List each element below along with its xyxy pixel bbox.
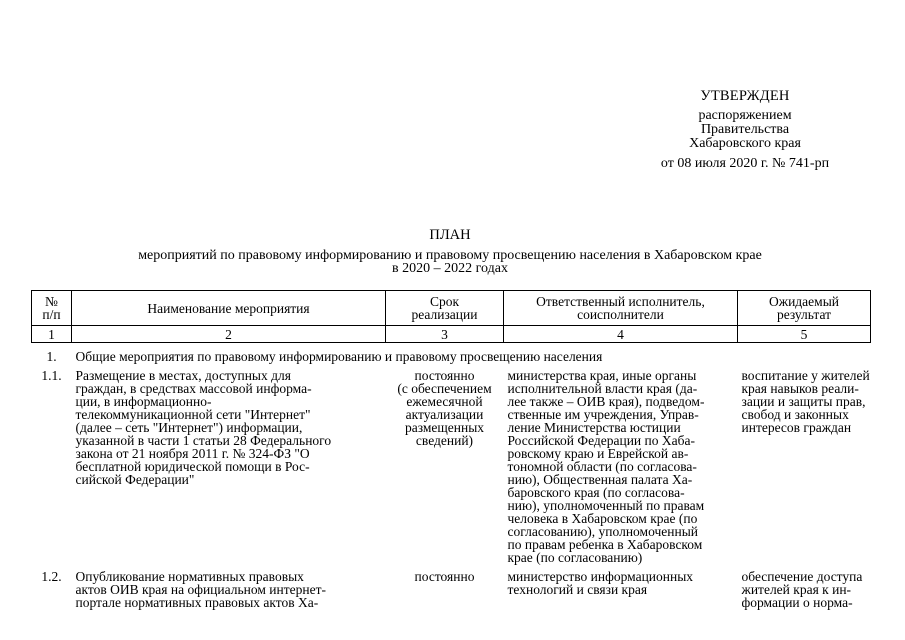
- text-line: по правам ребенка в Хабаровском: [507, 537, 703, 552]
- text-line: зации и защиты прав,: [741, 394, 866, 409]
- text-line: нию), уполномоченный по правам: [507, 498, 705, 513]
- row-responsible: [504, 367, 738, 570]
- text-line: размещенных: [404, 420, 485, 435]
- text-line: актов ОИВ края на официальном интернет-: [75, 582, 326, 597]
- text-line: министерство информационных: [507, 569, 694, 584]
- text-line: (с обеспечением: [397, 381, 492, 396]
- plan-subtitle-line-2: в 2020 – 2022 годах: [392, 261, 508, 276]
- text-line: указанной в части 1 статьи 28 Федерального: [75, 433, 332, 448]
- plan-subtitle-line-1: мероприятий по правовому информированию и правовому просвещению населения в Хабаровском крае: [138, 248, 762, 263]
- text-line: согласованию), уполномоченный: [507, 524, 699, 539]
- row-number: 1.1.: [41, 368, 62, 383]
- approval-stamp: [640, 89, 850, 171]
- text-line: лее также – ОИВ края), подведом-: [507, 394, 705, 409]
- text-line: сведений): [415, 433, 474, 448]
- text-line: граждан, в средствах массовой информа-: [75, 381, 312, 396]
- text-line: свобод и законных: [741, 407, 849, 422]
- text-line: тономной области (по согласова-: [507, 459, 697, 474]
- plan-table: [31, 290, 871, 609]
- column-number: 2: [72, 326, 386, 343]
- text-line: Размещение в местах, доступных для: [75, 368, 291, 383]
- column-number: 5: [738, 326, 871, 343]
- text-line: телекоммуникационной сети "Интернет": [75, 407, 311, 422]
- row-number: 1.2.: [41, 569, 62, 584]
- column-number: 4: [504, 326, 738, 343]
- text-line: Опубликование нормативных правовых: [75, 569, 304, 584]
- text-line: человека в Хабаровском крае (по: [507, 511, 698, 526]
- text-line: закона от 21 ноября 2011 г. № 324-ФЗ "О: [75, 446, 310, 461]
- text-line: Российской Федерации по Хаба-: [507, 433, 695, 448]
- plan-heading: ПЛАН: [429, 227, 471, 243]
- approval-line-1: распоряжением: [698, 108, 792, 123]
- text-line: министерства края, иные органы: [507, 368, 697, 383]
- text-line: жителей края к ин-: [741, 582, 852, 597]
- text-line: ственные им учреждения, Управ-: [507, 407, 699, 422]
- section-number: 1.: [46, 349, 57, 364]
- header-name: Наименование мероприятия: [72, 291, 386, 326]
- approval-line-3: Хабаровского края: [689, 136, 801, 151]
- document-title: [100, 227, 800, 275]
- row-term: [386, 570, 504, 609]
- column-number-row: [32, 326, 871, 343]
- text-line: постоянно: [414, 368, 475, 383]
- approval-line-2: Правительства: [700, 122, 790, 137]
- text-line: технологий и связи края: [507, 582, 648, 597]
- text-line: бесплатной юридической помощи в Рос-: [75, 459, 310, 474]
- approval-heading: УТВЕРЖДЕН: [700, 88, 790, 104]
- text-line: постоянно: [414, 569, 475, 584]
- row-result: [738, 570, 871, 609]
- row-result: [738, 367, 871, 570]
- text-line: сийской Федерации": [75, 472, 195, 487]
- row-name: [72, 570, 386, 609]
- section-row: [32, 343, 871, 368]
- text-line: (далее – сеть "Интернет") информации,: [75, 420, 303, 435]
- column-number: 1: [32, 326, 72, 343]
- text-line: портале нормативных правовых актов Ха-: [75, 595, 319, 610]
- approval-order: от 08 июля 2020 г. № 741-рп: [660, 156, 830, 171]
- row-responsible: [504, 570, 738, 609]
- table-header-row: [32, 291, 871, 326]
- text-line: края навыков реали-: [741, 381, 859, 396]
- table-row: [32, 367, 871, 570]
- text-line: воспитание у жителей: [741, 368, 870, 383]
- table-row: [32, 570, 871, 609]
- text-line: интересов граждан: [741, 420, 852, 435]
- row-name: [72, 367, 386, 570]
- text-line: ление Министерства юстиции: [507, 420, 681, 435]
- text-line: исполнительной власти края (да-: [507, 381, 698, 396]
- column-number: 3: [386, 326, 504, 343]
- text-line: обеспечение доступа: [741, 569, 863, 584]
- text-line: ежемесячной: [406, 394, 483, 409]
- text-line: формации о норма-: [741, 595, 853, 610]
- header-term: Срок реализации: [386, 291, 504, 326]
- text-line: крае (по согласованию): [507, 550, 643, 565]
- row-term: [386, 367, 504, 570]
- text-line: ции, в информационно-: [75, 394, 212, 409]
- section-title: Общие мероприятия по правовому информированию и правовому просвещению населения: [75, 349, 603, 364]
- text-line: нию), Общественная палата Ха-: [507, 472, 693, 487]
- text-line: актуализации: [405, 407, 484, 422]
- text-line: баровского края (по согласова-: [507, 485, 685, 500]
- header-responsible: Ответственный исполнитель, соисполнители: [504, 291, 738, 326]
- text-line: ровскому краю и Еврейской ав-: [507, 446, 689, 461]
- header-num: № п/п: [32, 291, 72, 326]
- header-result: Ожидаемый результат: [738, 291, 871, 326]
